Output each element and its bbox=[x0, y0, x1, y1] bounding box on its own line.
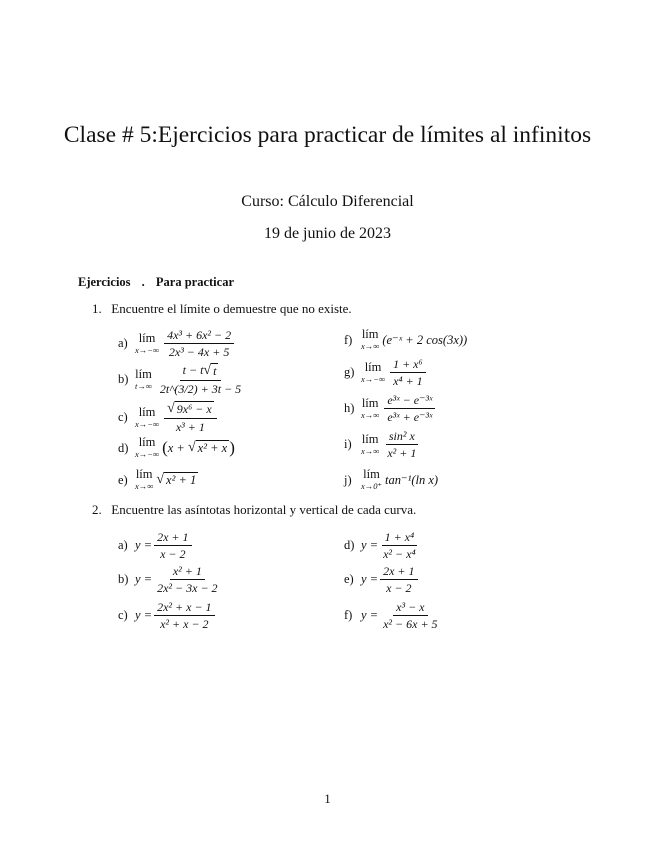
exercise-2d bbox=[344, 530, 421, 561]
radicand: x² + 1 bbox=[166, 473, 197, 487]
limit-subscript: x→∞ bbox=[361, 409, 380, 420]
exercise-label: d) bbox=[118, 440, 129, 455]
exercise-2b bbox=[118, 564, 223, 595]
exercise-1b bbox=[118, 363, 246, 396]
exercise-1a bbox=[118, 328, 236, 359]
numerator: 1 + x⁴ bbox=[382, 530, 418, 546]
expression: (e⁻ˣ + 2 cos(3x)) bbox=[382, 333, 468, 347]
exercise-2c bbox=[118, 600, 217, 631]
radical bbox=[167, 401, 214, 417]
equation-lhs: y = bbox=[135, 572, 153, 586]
limit-word: lím bbox=[363, 467, 380, 481]
exercise-label: b) bbox=[118, 372, 129, 386]
exercise-label: f) bbox=[344, 608, 353, 622]
limit-operator bbox=[135, 332, 159, 356]
page-number: 1 bbox=[324, 791, 331, 806]
question-2 bbox=[92, 502, 416, 518]
question-2-text: Encuentre las asíntotas horizontal y vertical de cada curva. bbox=[111, 502, 417, 517]
radicand: 9x⁶ − x bbox=[176, 402, 212, 416]
exercise-label: g) bbox=[344, 365, 355, 379]
document-date: 19 de junio de 2023 bbox=[263, 225, 392, 242]
exercise-label: e) bbox=[118, 472, 128, 487]
limit-subscript: x→−∞ bbox=[135, 449, 160, 459]
radicand: x² + x bbox=[197, 441, 228, 455]
limit-subscript: x→−∞ bbox=[135, 344, 160, 355]
limit-subscript: x→−∞ bbox=[135, 418, 160, 429]
close-paren: ) bbox=[229, 438, 235, 457]
equation-lhs: y = bbox=[135, 608, 153, 622]
limit-operator bbox=[135, 468, 153, 492]
numerator: 2x² + x − 1 bbox=[154, 600, 214, 616]
limit-subscript: x→∞ bbox=[361, 341, 380, 351]
limit-operator bbox=[361, 361, 385, 385]
numerator: 2x + 1 bbox=[154, 530, 191, 546]
radical bbox=[188, 440, 229, 456]
limit-word: lím bbox=[138, 404, 156, 419]
numerator: 2x + 1 bbox=[380, 564, 417, 580]
denominator: x² + x − 2 bbox=[160, 617, 209, 631]
exercise-1e bbox=[118, 468, 198, 492]
denominator: x − 2 bbox=[386, 581, 412, 595]
fraction bbox=[384, 429, 419, 460]
expression-term: x + bbox=[167, 440, 185, 455]
denominator: x² + 1 bbox=[387, 446, 417, 460]
exercise-label: a) bbox=[118, 336, 128, 350]
section-subheading: Para practicar bbox=[155, 275, 234, 289]
question-1-text: Encuentre el límite o demuestre que no existe. bbox=[111, 301, 352, 316]
equation-lhs: y = bbox=[361, 572, 379, 586]
numerator: x³ − x bbox=[393, 600, 427, 616]
radical-sign: √ bbox=[203, 363, 212, 378]
fraction bbox=[164, 401, 217, 434]
denominator: x⁴ + 1 bbox=[393, 374, 423, 388]
denominator: 2x³ − 4x + 5 bbox=[168, 345, 230, 359]
course-name: Curso: Cálculo Diferencial bbox=[241, 193, 414, 210]
fraction bbox=[384, 393, 435, 424]
exercise-1h bbox=[344, 393, 437, 424]
equation-lhs: y = bbox=[361, 538, 379, 552]
exercise-2e bbox=[344, 564, 420, 595]
exercise-1d bbox=[118, 436, 235, 460]
limit-word: lím bbox=[361, 395, 379, 410]
expression: tan⁻¹(ln x) bbox=[385, 473, 439, 487]
limit-operator bbox=[361, 433, 379, 457]
exercise-label: b) bbox=[118, 572, 129, 586]
limit-operator bbox=[361, 468, 382, 492]
fraction bbox=[157, 363, 244, 396]
fraction bbox=[154, 530, 191, 561]
limit-word: lím bbox=[361, 327, 379, 341]
limit-operator bbox=[135, 436, 159, 460]
section-heading bbox=[78, 275, 234, 290]
limit-word: lím bbox=[364, 359, 382, 374]
exercise-2a bbox=[118, 530, 194, 561]
fraction bbox=[380, 600, 440, 631]
radical bbox=[203, 363, 218, 379]
question-1 bbox=[92, 301, 352, 317]
numerator: x² + 1 bbox=[170, 564, 205, 580]
page-title: Clase # 5:Ejercicios para practicar de límites al infinitos bbox=[63, 122, 592, 148]
limit-subscript: t→∞ bbox=[135, 380, 152, 391]
limit-word: lím bbox=[138, 435, 156, 449]
exercise-label: i) bbox=[344, 437, 352, 451]
numerator: 1 + x⁶ bbox=[390, 357, 426, 373]
fraction bbox=[380, 530, 419, 561]
exercise-label: e) bbox=[344, 572, 354, 586]
radical-sign: √ bbox=[187, 440, 196, 455]
fraction bbox=[390, 357, 426, 388]
denominator: 2x² − 3x − 2 bbox=[157, 581, 218, 595]
exercise-label: a) bbox=[118, 538, 128, 552]
exercise-label: c) bbox=[118, 608, 128, 622]
limit-subscript: x→0⁺ bbox=[361, 481, 383, 491]
exercise-1i bbox=[344, 429, 421, 460]
limit-subscript: x→∞ bbox=[361, 445, 380, 456]
exercise-1j bbox=[344, 468, 438, 492]
limit-operator bbox=[135, 368, 152, 392]
numerator bbox=[164, 401, 217, 419]
fraction bbox=[154, 564, 220, 595]
limit-word: lím bbox=[135, 467, 153, 481]
limit-word: lím bbox=[361, 431, 379, 446]
fraction bbox=[154, 600, 214, 631]
denominator: x² − x⁴ bbox=[383, 547, 416, 561]
limit-subscript: x→−∞ bbox=[361, 373, 386, 384]
denominator: e³ˣ + e⁻³ˣ bbox=[387, 410, 433, 424]
section-heading-label: Ejercicios bbox=[78, 275, 131, 289]
numerator: sin² x bbox=[386, 429, 418, 445]
limit-operator bbox=[135, 406, 159, 430]
equation-lhs: y = bbox=[361, 608, 379, 622]
exercise-label: c) bbox=[118, 410, 128, 424]
denominator: x² − 6x + 5 bbox=[383, 617, 438, 631]
radical-sign: √ bbox=[156, 472, 165, 487]
denominator: 2t^(3/2) + 3t − 5 bbox=[159, 382, 242, 396]
exercise-2f bbox=[344, 600, 443, 631]
exercise-1c bbox=[118, 401, 219, 434]
denominator: x − 2 bbox=[160, 547, 186, 561]
exercise-label: f) bbox=[344, 332, 353, 347]
numerator-term: t − t bbox=[182, 363, 204, 377]
fraction bbox=[164, 328, 234, 359]
exercise-label: j) bbox=[344, 472, 352, 487]
radical-sign: √ bbox=[167, 401, 175, 416]
limit-subscript: x→∞ bbox=[135, 481, 154, 491]
numerator: 4x³ + 6x² − 2 bbox=[164, 328, 234, 344]
section-heading-dot: . bbox=[141, 275, 145, 289]
question-2-number: 2. bbox=[92, 502, 102, 517]
numerator bbox=[180, 363, 222, 381]
fraction bbox=[380, 564, 417, 595]
radical bbox=[156, 472, 198, 488]
exercise-label: h) bbox=[344, 401, 355, 415]
exercise-1f bbox=[344, 328, 467, 352]
equation-lhs: y = bbox=[135, 538, 153, 552]
exercise-label: d) bbox=[344, 538, 355, 552]
limit-word: lím bbox=[138, 330, 156, 345]
exercise-1g bbox=[344, 357, 428, 388]
denominator: x³ + 1 bbox=[175, 420, 205, 434]
open-paren: ( bbox=[162, 438, 168, 457]
limit-operator bbox=[361, 397, 379, 421]
limit-operator bbox=[361, 328, 379, 352]
limit-word: lím bbox=[135, 366, 152, 381]
question-1-number: 1. bbox=[92, 301, 102, 316]
radicand: t bbox=[213, 364, 217, 378]
numerator: e³ˣ − e⁻³ˣ bbox=[384, 393, 435, 409]
